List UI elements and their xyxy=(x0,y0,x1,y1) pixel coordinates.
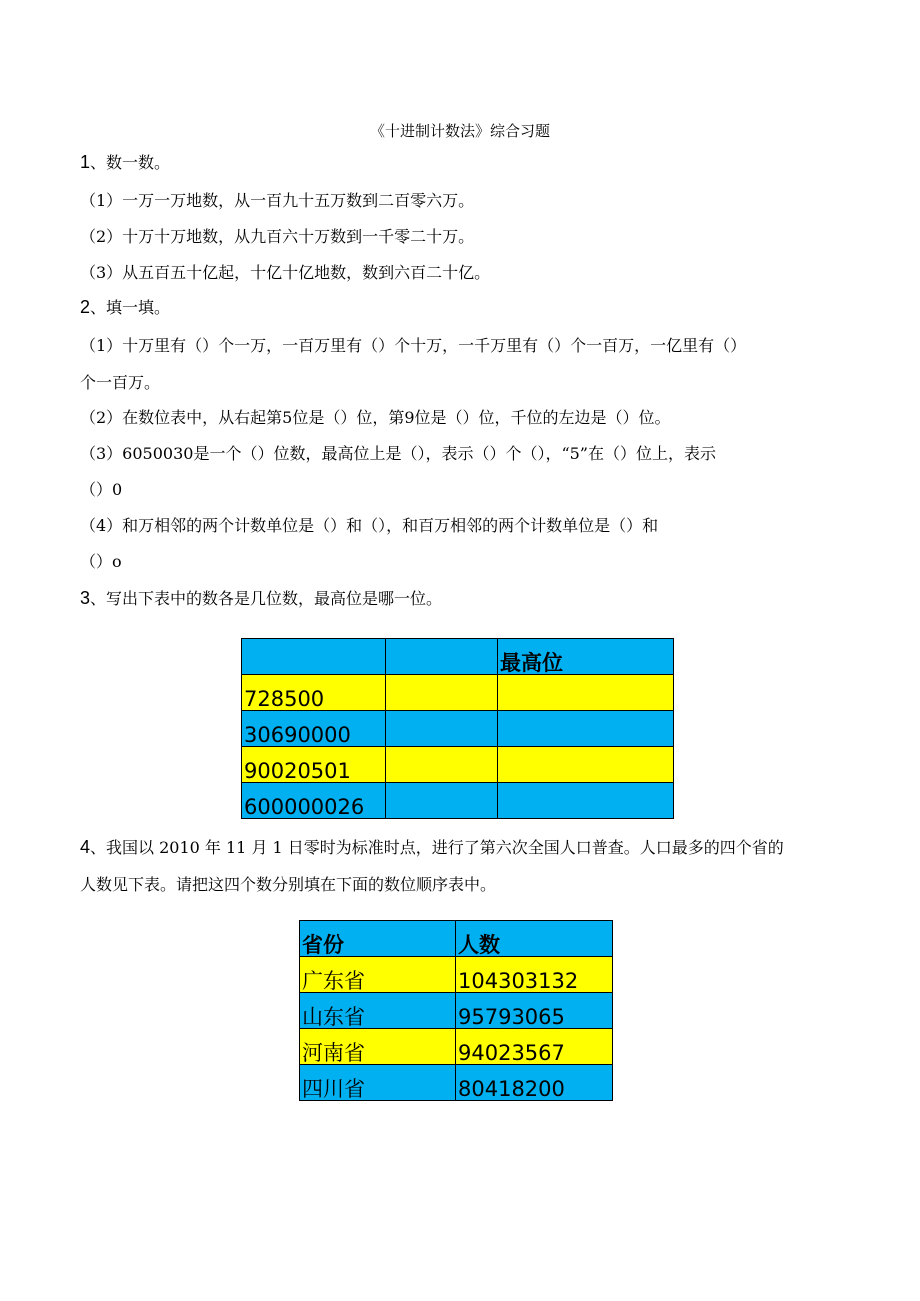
table-cell-answer[interactable] xyxy=(386,783,498,819)
table-cell-answer[interactable] xyxy=(386,747,498,783)
table-row xyxy=(242,711,674,747)
table-row xyxy=(300,1065,613,1101)
table-cell-province: 四川省 xyxy=(300,1065,456,1101)
question-2-line: （1）十万里有（）个一万，一百万里有（）个十万，一千万里有（）个一百万，一亿里有（） xyxy=(80,336,747,355)
table-header-row xyxy=(300,921,613,957)
question-1-heading xyxy=(80,150,170,173)
question-2-line: （4）和万相邻的两个计数单位是（）和（），和百万相邻的两个计数单位是（）和 xyxy=(80,516,659,535)
question-4-number: 4 xyxy=(80,837,91,857)
table-header-cell: 省份 xyxy=(300,921,456,957)
question-2-line: （3）6050030是一个（）位数，最高位上是（），表示（）个（），“5”在（）位上，表示 xyxy=(80,444,716,463)
table-row xyxy=(242,783,674,819)
table-cell-number: 728500 xyxy=(242,675,386,711)
table-cell-answer[interactable] xyxy=(386,675,498,711)
question-1-item-3: （3）从五百五十亿起，十亿十亿地数，数到六百二十亿。 xyxy=(80,263,491,282)
table-cell-number: 30690000 xyxy=(242,711,386,747)
table-cell-answer[interactable] xyxy=(386,711,498,747)
question-4-text: 、我国以 2010 年 11 月 1 日零时为标准时点，进行了第六次全国人口普查。人口最多的四个省的 xyxy=(90,838,784,857)
question-2-heading xyxy=(80,295,170,318)
question-3-number: 3 xyxy=(80,588,91,608)
table-cell-answer[interactable] xyxy=(498,675,674,711)
table-header-cell xyxy=(386,639,498,675)
question-2-text: 、填一填。 xyxy=(90,298,171,317)
question-2-line: （）0 xyxy=(80,480,123,499)
page-title: 《十进制计数法》综合习题 xyxy=(369,122,550,140)
table-cell-province: 山东省 xyxy=(300,993,456,1029)
table-cell-answer[interactable] xyxy=(498,711,674,747)
table-header-cell xyxy=(242,639,386,675)
table-row xyxy=(242,675,674,711)
table-cell-province: 河南省 xyxy=(300,1029,456,1065)
question-2-line: （2）在数位表中，从右起第5位是（）位，第9位是（）位，千位的左边是（）位。 xyxy=(80,408,671,427)
table-cell-population: 95793065 xyxy=(456,993,613,1029)
question-3-text: 、写出下表中的数各是几位数，最高位是哪一位。 xyxy=(90,589,443,608)
table-cell-population: 80418200 xyxy=(456,1065,613,1101)
question-1-text: 、数一数。 xyxy=(90,153,171,172)
table-row xyxy=(300,993,613,1029)
digit-table xyxy=(241,638,674,819)
population-table xyxy=(299,920,613,1101)
table-row xyxy=(300,957,613,993)
table-header-cell: 最高位 xyxy=(498,639,674,675)
question-2-line: （）o xyxy=(80,552,122,571)
question-1-number: 1 xyxy=(80,152,91,172)
table-row xyxy=(300,1029,613,1065)
question-1-item-2: （2）十万十万地数，从九百六十万数到一千零二十万。 xyxy=(80,227,475,246)
question-2-line: 个一百万。 xyxy=(80,373,161,392)
question-2-number: 2 xyxy=(80,297,91,317)
table-header-row xyxy=(242,639,674,675)
table-cell-answer[interactable] xyxy=(498,783,674,819)
table-cell-province: 广东省 xyxy=(300,957,456,993)
table-cell-answer[interactable] xyxy=(498,747,674,783)
table-header-cell: 人数 xyxy=(456,921,613,957)
table-cell-population: 94023567 xyxy=(456,1029,613,1065)
question-4-text-line-2: 人数见下表。请把这四个数分别填在下面的数位顺序表中。 xyxy=(80,875,497,894)
question-1-item-1: （1）一万一万地数，从一百九十五万数到二百零六万。 xyxy=(80,191,475,210)
table-cell-population: 104303132 xyxy=(456,957,613,993)
table-cell-number: 90020501 xyxy=(242,747,386,783)
table-row xyxy=(242,747,674,783)
question-4-heading xyxy=(80,835,784,858)
question-3-heading xyxy=(80,586,442,609)
table-cell-number: 600000026 xyxy=(242,783,386,819)
